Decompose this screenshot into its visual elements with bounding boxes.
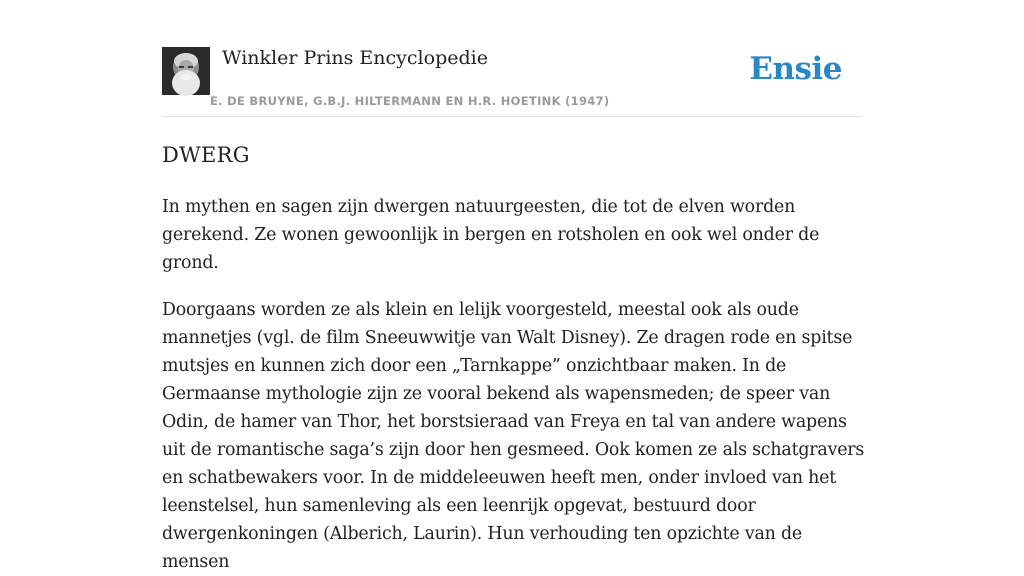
- ensie-logo[interactable]: Ensie: [749, 51, 842, 87]
- article: [162, 140, 866, 576]
- avatar-portrait-icon: [162, 47, 210, 95]
- article-title: DWERG: [162, 143, 250, 167]
- article-paragraph: Doorgaans worden ze als klein en lelijk voorgesteld, meestal ook als oude mannetjes (vgl. de film Sneeuwwitje van Walt Disney). Ze dragen rode en spitse mutsjes en kunnen zich door een „Tarnkappe” onzichtbaar maken. In de Germaanse mythologie zijn ze vooral bekend als wapensmeden; de speer van Odin, de hamer van Thor, het borstsieraad van Freya en tal van andere wapens uit de romantische saga’s zijn door hen gesmeed. Ook komen ze als schatgravers en schatbewakers voor. In de middeleeuwen heeft men, onder invloed van het leenstelsel, hun samenleving als een leenrijk opgevat, bestuurd door dwergenkoningen (Alberich, Laurin). Hun verhouding ten opzichte van de mensen: [162, 300, 865, 572]
- source-header: [162, 0, 862, 117]
- source-authors: E. DE BRUYNE, G.B.J. HILTERMANN EN H.R. HOETINK (1947): [210, 94, 610, 108]
- source-title[interactable]: Winkler Prins Encyclopedie: [222, 47, 488, 69]
- author-avatar[interactable]: [162, 47, 210, 95]
- article-paragraph: In mythen en sagen zijn dwergen natuurgeesten, die tot de elven worden gerekend. Ze wonen gewoonlijk in bergen en rotsholen en ook wel onder de grond.: [162, 197, 820, 273]
